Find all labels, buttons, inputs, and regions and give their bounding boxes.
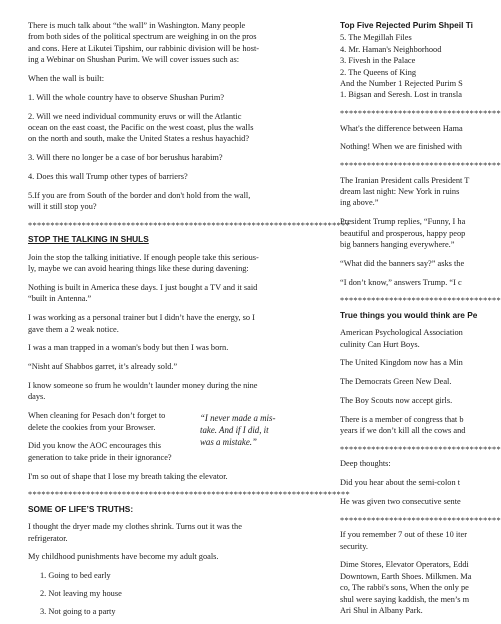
- star-divider: ************************************: [340, 515, 501, 525]
- joke-difference: What's the difference between Hama: [340, 123, 463, 133]
- pull-quote: [200, 412, 300, 448]
- list-item: 2. Not leaving my house: [40, 589, 122, 599]
- text-line: Downtown, Earth Shoes. Milkmen. Ma: [340, 571, 472, 581]
- text-line: culinity Can Hurt Boys.: [340, 339, 420, 349]
- true-apa: [340, 327, 490, 350]
- star-divider: ************************************************************************: [28, 221, 350, 231]
- quote-line: take. And if I did, it: [200, 425, 269, 436]
- text-line: 2. Will we need individual community eruvs or will the Atlantic: [28, 111, 242, 121]
- text-line: There is much talk about “the wall” in Washington. Many people: [28, 21, 246, 30]
- text-line: ing a Webinar on Shushan Purim. We will cover issues such as:: [28, 55, 240, 65]
- quote-line: was a mistake.”: [200, 437, 257, 448]
- list-item: 2. The Queens of King: [340, 67, 417, 77]
- text-line: ocean on the east coast, the Pacific on the west coast, plus the walls: [28, 123, 254, 133]
- joke-sentences: He was given two consecutive sente: [340, 497, 461, 507]
- star-divider: ************************************: [340, 445, 501, 455]
- right-column: [340, 20, 501, 624]
- quote-line: “I never made a mis-: [200, 413, 276, 424]
- joke-banners: “What did the banners say?” asks the: [340, 258, 465, 268]
- true-uk: The United Kingdom now has a Min: [340, 358, 463, 368]
- star-divider: ************************************************************************: [28, 490, 350, 500]
- list-item: 5. The Megillah Files: [340, 33, 412, 43]
- joke-pesach: [28, 410, 188, 433]
- text-line: When cleaning for Pesach don’t forget to: [28, 411, 166, 421]
- star-divider: ************************************: [340, 296, 501, 306]
- text-line: from both sides of the political spectrum are weighing in on the pros: [28, 32, 257, 42]
- section-heading-top-five: Top Five Rejected Purim Shpeil Ti: [340, 20, 473, 30]
- section-heading-life-truths: SOME OF LIFE’S TRUTHS:: [28, 503, 134, 514]
- true-boy-scouts: The Boy Scouts now accept girls.: [340, 396, 453, 406]
- deep-thoughts-label: Deep thoughts:: [340, 459, 391, 469]
- text-line: on the north and south, make the United States a reshus hayachid?: [28, 134, 250, 144]
- remember-paragraph: [340, 529, 490, 552]
- true-democrats: The Democrats Green New Deal.: [340, 377, 452, 387]
- text-line: Nothing is built in America these days. I just bought a TV and it said: [28, 283, 258, 293]
- list-item: 1. Going to bed early: [40, 571, 111, 581]
- truth-dryer: [28, 521, 310, 544]
- text-line: There is a member of congress that b: [340, 414, 464, 424]
- star-divider: ************************************: [340, 109, 501, 119]
- text-line: co, The rabbi's sons, When the only pe: [340, 583, 469, 593]
- intro-paragraph: [28, 20, 310, 66]
- join-paragraph: [28, 252, 310, 275]
- text-line: shul were saying kaddish, the men’s m: [340, 594, 470, 604]
- text-line: gave them a 2 weak notice.: [28, 324, 119, 334]
- text-line: big banners hanging everywhere.”: [340, 240, 455, 250]
- true-congress: [340, 414, 490, 437]
- text-line: ly, maybe we can avoid hearing things like these during davening:: [28, 264, 249, 274]
- joke-trapped: I was a man trapped in a woman's body but then I was born.: [28, 343, 229, 353]
- text-line: I was working as a personal trainer but I didn’t have the energy, so I: [28, 313, 255, 323]
- joke-trump-reply: [340, 216, 490, 250]
- question-1: 1. Will the whole country have to observe Shushan Purim?: [28, 92, 225, 102]
- text-line: days.: [28, 392, 46, 402]
- text-line: and cons. Here at Likutei Tipshim, our rabbinic division will be host-: [28, 43, 260, 53]
- text-line: 5.If you are from South of the border and don't hold from the wall,: [28, 190, 251, 200]
- text-line: dream last night: New York in ruins: [340, 187, 460, 197]
- list-item: 3. Fivesh in the Palace: [340, 56, 416, 66]
- text-line: I thought the dryer made my clothes shrink. Turns out it was the: [28, 522, 242, 532]
- text-line: The Iranian President calls President T: [340, 175, 470, 185]
- when-built-text: When the wall is built:: [28, 74, 105, 84]
- text-line: years if we don’t kill all the cows and: [340, 426, 466, 436]
- joke-aoc: [28, 440, 188, 463]
- text-line: “built in Antenna.”: [28, 294, 92, 304]
- joke-nothing: Nothing! When we are finished with: [340, 142, 462, 152]
- question-2: [28, 111, 310, 145]
- joke-frum: [28, 380, 310, 403]
- text-line: If you remember 7 out of these 10 iter: [340, 530, 467, 540]
- text-line: delete the cookies from your Browser.: [28, 422, 156, 432]
- joke-trainer: [28, 312, 310, 335]
- text-line: Join the stop the talking initiative. If enough people take this serious-: [28, 252, 259, 262]
- text-line: security.: [340, 541, 368, 551]
- left-column: [28, 20, 350, 624]
- text-line: Did you know the AOC encourages this: [28, 441, 162, 451]
- joke-nothing-built: [28, 282, 310, 305]
- number-one-intro: And the Number 1 Rejected Purim S: [340, 79, 463, 89]
- text-line: President Trump replies, “Funny, I ha: [340, 217, 466, 227]
- joke-iran: [340, 175, 490, 209]
- text-line: Ari Shul in Albany Park.: [340, 606, 423, 616]
- joke-nisht: “Nisht auf Shabbos garret, it’s already sold.”: [28, 362, 178, 372]
- joke-semi-colon: Did you hear about the semi-colon t: [340, 478, 461, 488]
- section-heading-true-things: True things you would think are Pe: [340, 309, 478, 320]
- dime-stores-paragraph: [340, 559, 490, 616]
- text-line: American Psychological Association: [340, 328, 463, 338]
- text-line: refrigerator.: [28, 533, 68, 543]
- text-line: will it still stop you?: [28, 202, 97, 212]
- section-heading-stop-talking: STOP THE TALKING IN SHULS: [28, 234, 149, 245]
- text-line: beautiful and prosperous, happy peop: [340, 228, 466, 238]
- question-3: 3. Will there no longer be a case of bor berushus harabim?: [28, 153, 223, 163]
- pullquote-side-text: [28, 410, 188, 463]
- text-line: Dime Stores, Elevator Operators, Eddi: [340, 560, 469, 570]
- star-divider: ************************************: [340, 161, 501, 171]
- question-4: 4. Does this wall Trump other types of barriers?: [28, 172, 188, 182]
- text-line: generation to take pride in their ignorance?: [28, 452, 172, 462]
- joke-dont-know: “I don’t know,” answers Trump. “I c: [340, 277, 462, 287]
- adult-goals-list: [28, 570, 310, 617]
- truth-childhood: My childhood punishments have become my adult goals.: [28, 552, 219, 562]
- list-item: 3. Not going to a party: [40, 607, 116, 617]
- text-line: I know someone so frum he wouldn’t launder money during the nine: [28, 381, 258, 391]
- list-item: 4. Mr. Haman's Neighborhood: [340, 44, 442, 54]
- number-one-item: 1. Bigsan and Seresh. Lost in transla: [340, 90, 462, 100]
- question-5: [28, 190, 310, 213]
- text-line: ing above.”: [340, 198, 379, 208]
- pullquote-block: [28, 410, 310, 463]
- joke-shape: I'm so out of shape that I lose my breath taking the elevator.: [28, 471, 228, 481]
